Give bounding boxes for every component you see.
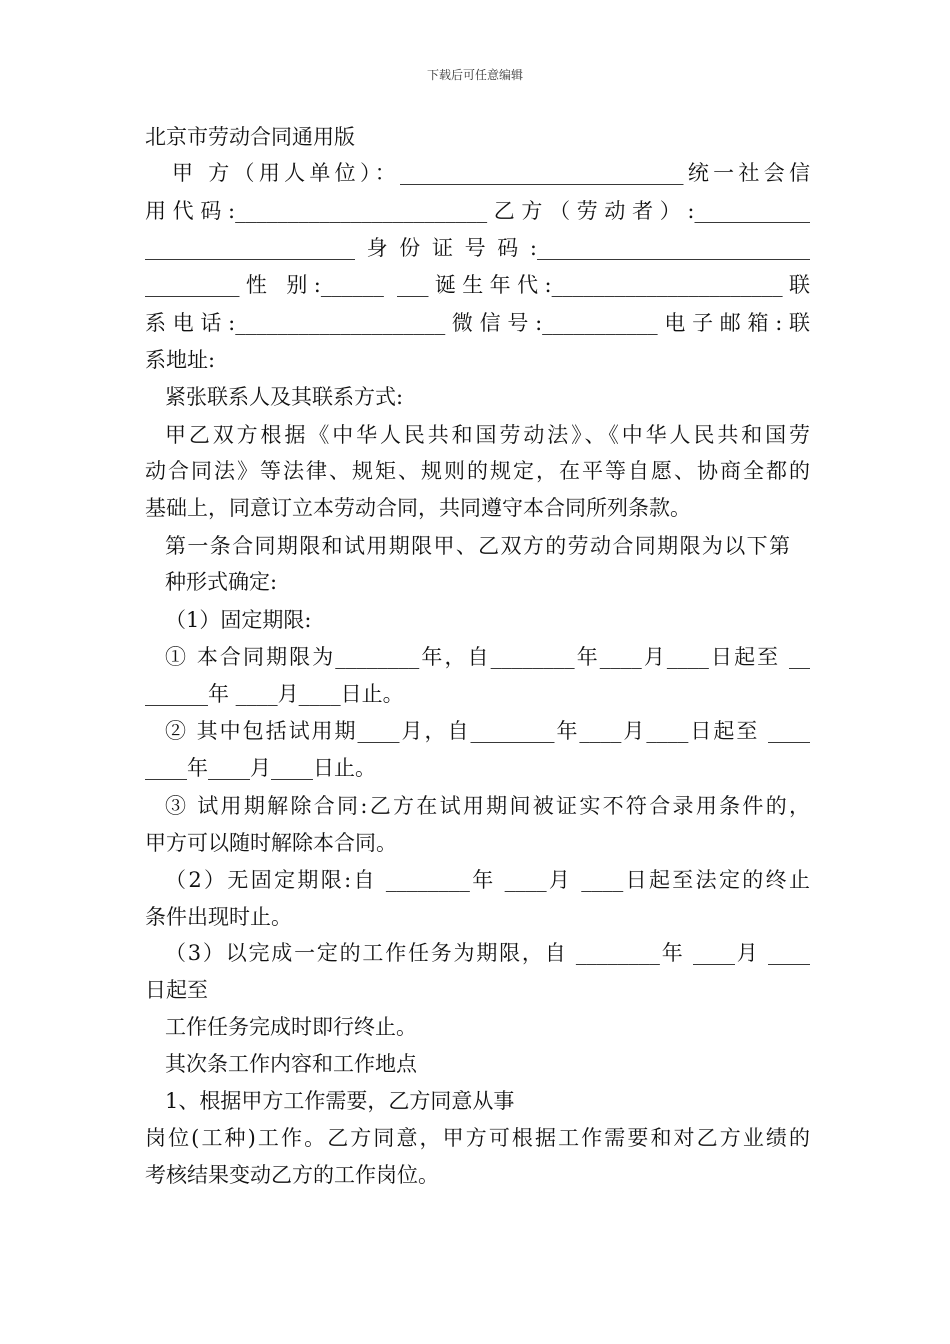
task-term-cont: 日起至 xyxy=(145,978,208,1002)
emergency-contact-line: 紧张联系人及其联系方式: xyxy=(165,385,404,409)
id-number-line: ____________________身份证号码:__________________________ xyxy=(145,236,810,260)
fixed-term-item-3-cont: 甲方可以随时解除本合同。 xyxy=(145,831,397,855)
fixed-term-item-1-cont: ______年 ____月____日止。 xyxy=(145,682,404,706)
document-title: 北京市劳动合同通用版 xyxy=(145,125,355,149)
article-2-item-1-end: 考核结果变动乙方的工作岗位。 xyxy=(145,1163,439,1187)
article-1-line-2: 种形式确定: xyxy=(165,570,278,594)
indefinite-term-cont: 条件出现时止。 xyxy=(145,905,292,929)
preamble-line-3: 基础上，同意订立本劳动合同，共同遵守本合同所列条款。 xyxy=(145,496,691,520)
gender-birth-line: _________性 别:______ ___诞生年代:______________________联 xyxy=(145,273,810,297)
contact-address-line: 系地址: xyxy=(145,348,216,372)
fixed-term-item-3: ③ 试用期解除合同:乙方在试用期间被证实不符合录用条件的， xyxy=(165,794,810,818)
preamble-line-2: 动合同法》等法律、规矩、规则的规定，在平等自愿、协商全都的 xyxy=(145,459,810,483)
credit-code-line: 用代码:________________________乙方（劳动者）:___________ xyxy=(145,199,810,223)
fixed-term-heading: （1）固定期限: xyxy=(165,608,312,632)
article-2-heading: 其次条工作内容和工作地点 xyxy=(165,1052,417,1076)
contact-phone-line: 系电话:____________________微信号:___________电子邮箱:联 xyxy=(145,311,810,335)
fixed-term-item-2: ② 其中包括试用期____月，自________年____月____日起至 ____ xyxy=(165,719,810,743)
fixed-term-item-1: ① 本合同期限为________年，自________年____月____日起至 __ xyxy=(165,645,810,669)
task-term-end-line: 工作任务完成时即行终止。 xyxy=(165,1015,417,1039)
page-header: 下载后可任意编辑 xyxy=(426,68,523,82)
article-2-item-1: 1、根据甲方工作需要，乙方同意从事 xyxy=(165,1089,515,1113)
fixed-term-item-2-cont: ____年____月____日止。 xyxy=(145,756,376,780)
article-2-item-1-cont: 岗位(工种)工作。乙方同意，甲方可根据工作需要和对乙方业绩的 xyxy=(145,1126,810,1150)
indefinite-term-line: （2）无固定期限:自 ________年 ____月 ____日起至法定的终止 xyxy=(165,868,810,892)
preamble-line-1: 甲乙双方根据《中华人民共和国劳动法》、《中华人民共和国劳 xyxy=(165,423,810,447)
task-term-line: （3）以完成一定的工作任务为期限，自 ________年 ____月 ____ xyxy=(165,941,810,965)
party-a-line: 甲 方（用人单位）：___________________________统一社会信 xyxy=(172,161,810,185)
article-1-line-1: 第一条合同期限和试用期限甲、乙双方的劳动合同期限为以下第 xyxy=(165,534,790,558)
